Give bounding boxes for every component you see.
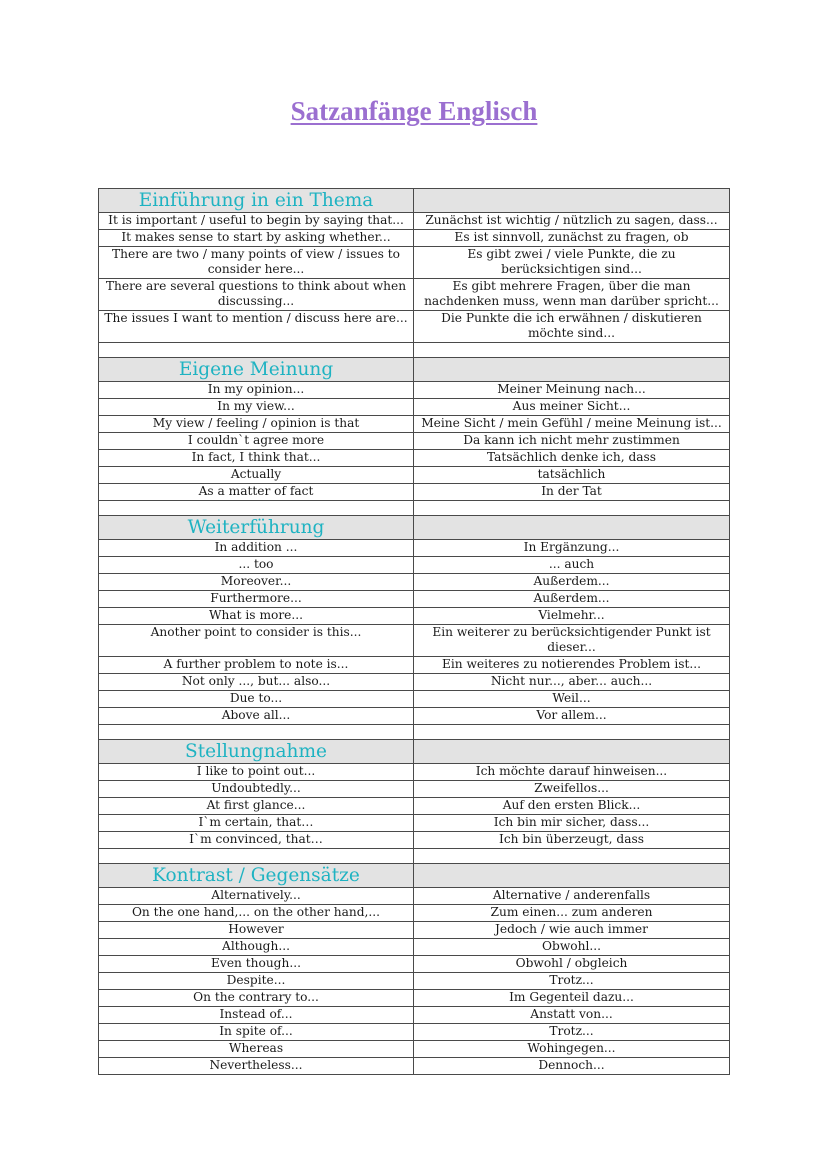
table-row bbox=[99, 691, 730, 708]
german-translation: Zum einen... zum anderen bbox=[414, 905, 730, 922]
spacer-cell bbox=[99, 343, 414, 358]
table-row bbox=[99, 905, 730, 922]
german-translation: Im Gegenteil dazu... bbox=[414, 990, 730, 1007]
german-translation: Dennoch... bbox=[414, 1058, 730, 1075]
english-phrase: On the contrary to... bbox=[99, 990, 414, 1007]
german-translation: Wohingegen... bbox=[414, 1041, 730, 1058]
english-phrase: Instead of... bbox=[99, 1007, 414, 1024]
section-heading-empty-cell bbox=[414, 189, 730, 213]
spacer-row bbox=[99, 849, 730, 864]
english-phrase: Although... bbox=[99, 939, 414, 956]
section-heading-empty-cell bbox=[414, 358, 730, 382]
english-phrase: Undoubtedly... bbox=[99, 781, 414, 798]
english-phrase: At first glance... bbox=[99, 798, 414, 815]
german-translation: In Ergänzung... bbox=[414, 540, 730, 557]
english-phrase: Above all... bbox=[99, 708, 414, 725]
spacer-cell bbox=[414, 849, 730, 864]
german-translation: Da kann ich nicht mehr zustimmen bbox=[414, 433, 730, 450]
german-translation: Außerdem... bbox=[414, 574, 730, 591]
english-phrase: Alternatively... bbox=[99, 888, 414, 905]
english-phrase: I couldn`t agree more bbox=[99, 433, 414, 450]
german-translation: Obwohl... bbox=[414, 939, 730, 956]
table-row bbox=[99, 956, 730, 973]
english-phrase: My view / feeling / opinion is that bbox=[99, 416, 414, 433]
section-heading-empty-cell bbox=[414, 864, 730, 888]
table-row bbox=[99, 608, 730, 625]
german-translation: ... auch bbox=[414, 557, 730, 574]
german-translation: Trotz... bbox=[414, 1024, 730, 1041]
german-translation: Jedoch / wie auch immer bbox=[414, 922, 730, 939]
phrase-table bbox=[98, 188, 730, 1075]
english-phrase: Furthermore... bbox=[99, 591, 414, 608]
english-phrase: As a matter of fact bbox=[99, 484, 414, 501]
english-phrase: In fact, I think that... bbox=[99, 450, 414, 467]
table-row bbox=[99, 230, 730, 247]
english-phrase: In my view... bbox=[99, 399, 414, 416]
english-phrase: Moreover... bbox=[99, 574, 414, 591]
table-row bbox=[99, 399, 730, 416]
spacer-cell bbox=[414, 725, 730, 740]
english-phrase: Even though... bbox=[99, 956, 414, 973]
german-translation: Ein weiteres zu notierendes Problem ist... bbox=[414, 657, 730, 674]
table-row bbox=[99, 781, 730, 798]
german-translation: tatsächlich bbox=[414, 467, 730, 484]
english-phrase: What is more... bbox=[99, 608, 414, 625]
english-phrase: Whereas bbox=[99, 1041, 414, 1058]
table-row bbox=[99, 574, 730, 591]
table-row bbox=[99, 311, 730, 343]
spacer-row bbox=[99, 343, 730, 358]
english-phrase: ... too bbox=[99, 557, 414, 574]
german-translation: Ich bin mir sicher, dass... bbox=[414, 815, 730, 832]
spacer-cell bbox=[99, 725, 414, 740]
section-heading: Eigene Meinung bbox=[99, 358, 414, 382]
english-phrase: It makes sense to start by asking whether... bbox=[99, 230, 414, 247]
table-row bbox=[99, 674, 730, 691]
english-phrase: There are two / many points of view / issues to consider here... bbox=[99, 247, 414, 279]
german-translation: Auf den ersten Blick... bbox=[414, 798, 730, 815]
german-translation: Meine Sicht / mein Gefühl / meine Meinung ist... bbox=[414, 416, 730, 433]
german-translation: Vielmehr... bbox=[414, 608, 730, 625]
english-phrase: In spite of... bbox=[99, 1024, 414, 1041]
section-heading: Weiterführung bbox=[99, 516, 414, 540]
table-row bbox=[99, 416, 730, 433]
english-phrase: On the one hand,... on the other hand,... bbox=[99, 905, 414, 922]
table-row bbox=[99, 625, 730, 657]
german-translation: Aus meiner Sicht... bbox=[414, 399, 730, 416]
german-translation: Alternative / anderenfalls bbox=[414, 888, 730, 905]
section-heading-empty-cell bbox=[414, 740, 730, 764]
german-translation: Obwohl / obgleich bbox=[414, 956, 730, 973]
english-phrase: Despite... bbox=[99, 973, 414, 990]
table-row bbox=[99, 832, 730, 849]
english-phrase: I`m certain, that… bbox=[99, 815, 414, 832]
table-row bbox=[99, 1041, 730, 1058]
german-translation: Trotz... bbox=[414, 973, 730, 990]
english-phrase: In my opinion... bbox=[99, 382, 414, 399]
spacer-row bbox=[99, 501, 730, 516]
german-translation: Es gibt zwei / viele Punkte, die zu berücksichtigen sind... bbox=[414, 247, 730, 279]
german-translation: Es ist sinnvoll, zunächst zu fragen, ob bbox=[414, 230, 730, 247]
german-translation: Zunächst ist wichtig / nützlich zu sagen, dass... bbox=[414, 213, 730, 230]
spacer-row bbox=[99, 725, 730, 740]
english-phrase: Actually bbox=[99, 467, 414, 484]
german-translation: Außerdem... bbox=[414, 591, 730, 608]
table-row bbox=[99, 922, 730, 939]
table-row bbox=[99, 484, 730, 501]
table-row bbox=[99, 450, 730, 467]
table-row bbox=[99, 939, 730, 956]
section-heading: Einführung in ein Thema bbox=[99, 189, 414, 213]
english-phrase: Another point to consider is this... bbox=[99, 625, 414, 657]
english-phrase: I`m convinced, that… bbox=[99, 832, 414, 849]
german-translation: Ich möchte darauf hinweisen... bbox=[414, 764, 730, 781]
table-row bbox=[99, 557, 730, 574]
section-header-row bbox=[99, 189, 730, 213]
table-row bbox=[99, 247, 730, 279]
german-translation: In der Tat bbox=[414, 484, 730, 501]
section-heading: Kontrast / Gegensätze bbox=[99, 864, 414, 888]
english-phrase: Nevertheless... bbox=[99, 1058, 414, 1075]
section-header-row bbox=[99, 358, 730, 382]
german-translation: Tatsächlich denke ich, dass bbox=[414, 450, 730, 467]
table-row bbox=[99, 888, 730, 905]
section-header-row bbox=[99, 864, 730, 888]
german-translation: Vor allem... bbox=[414, 708, 730, 725]
table-row bbox=[99, 1058, 730, 1075]
english-phrase: I like to point out... bbox=[99, 764, 414, 781]
section-header-row bbox=[99, 516, 730, 540]
spacer-cell bbox=[414, 501, 730, 516]
german-translation: Weil... bbox=[414, 691, 730, 708]
table-row bbox=[99, 657, 730, 674]
german-translation: Nicht nur..., aber... auch... bbox=[414, 674, 730, 691]
table-row bbox=[99, 798, 730, 815]
english-phrase: A further problem to note is... bbox=[99, 657, 414, 674]
english-phrase: However bbox=[99, 922, 414, 939]
table-row bbox=[99, 1024, 730, 1041]
table-row bbox=[99, 973, 730, 990]
german-translation: Es gibt mehrere Fragen, über die man nachdenken muss, wenn man darüber spricht... bbox=[414, 279, 730, 311]
table-row bbox=[99, 540, 730, 557]
english-phrase: The issues I want to mention / discuss here are... bbox=[99, 311, 414, 343]
table-row bbox=[99, 433, 730, 450]
spacer-cell bbox=[99, 849, 414, 864]
section-heading: Stellungnahme bbox=[99, 740, 414, 764]
english-phrase: Not only ..., but... also... bbox=[99, 674, 414, 691]
page-title: Satzanfänge Englisch bbox=[290, 96, 538, 126]
english-phrase: It is important / useful to begin by saying that... bbox=[99, 213, 414, 230]
table-row bbox=[99, 764, 730, 781]
section-heading-empty-cell bbox=[414, 516, 730, 540]
table-row bbox=[99, 1007, 730, 1024]
table-row bbox=[99, 591, 730, 608]
spacer-cell bbox=[414, 343, 730, 358]
table-row bbox=[99, 815, 730, 832]
table-row bbox=[99, 382, 730, 399]
german-translation: Ein weiterer zu berücksichtigender Punkt ist dieser... bbox=[414, 625, 730, 657]
german-translation: Anstatt von... bbox=[414, 1007, 730, 1024]
section-header-row bbox=[99, 740, 730, 764]
table-row bbox=[99, 708, 730, 725]
german-translation: Meiner Meinung nach... bbox=[414, 382, 730, 399]
phrase-table-body bbox=[99, 189, 730, 1075]
german-translation: Zweifellos... bbox=[414, 781, 730, 798]
english-phrase: There are several questions to think about when discussing... bbox=[99, 279, 414, 311]
table-row bbox=[99, 990, 730, 1007]
german-translation: Ich bin überzeugt, dass bbox=[414, 832, 730, 849]
table-row bbox=[99, 467, 730, 484]
english-phrase: In addition ... bbox=[99, 540, 414, 557]
english-phrase: Due to... bbox=[99, 691, 414, 708]
german-translation: Die Punkte die ich erwähnen / diskutieren möchte sind... bbox=[414, 311, 730, 343]
table-row bbox=[99, 213, 730, 230]
spacer-cell bbox=[99, 501, 414, 516]
table-row bbox=[99, 279, 730, 311]
